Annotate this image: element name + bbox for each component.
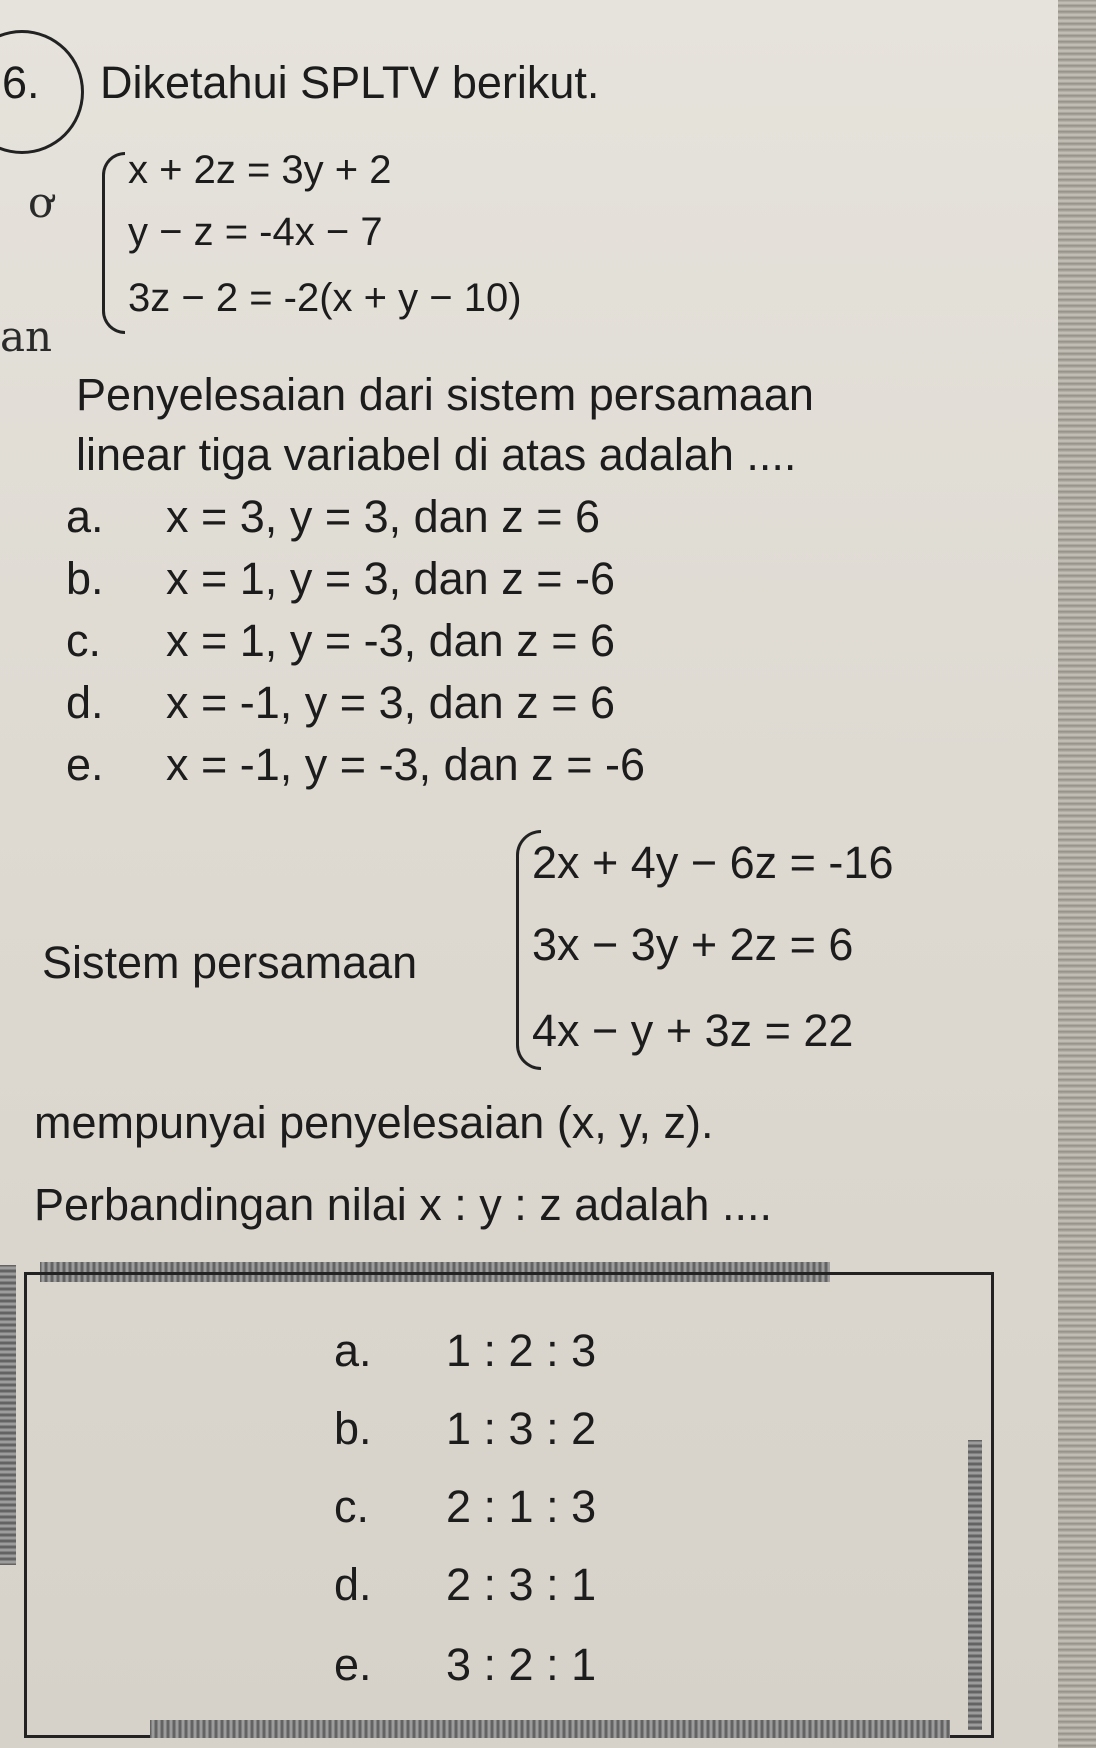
q6-option-d: x = -1, y = 3, dan z = 6 xyxy=(166,677,616,728)
q7-line-1: mempunyai penyelesaian (x, y, z). xyxy=(34,1097,714,1148)
q6-equation-2: y − z = -4x − 7 xyxy=(128,210,383,254)
q7-option-c: 2 : 1 : 3 xyxy=(446,1481,597,1532)
q7-option-a-letter: a. xyxy=(334,1325,372,1376)
answer-box-right-band xyxy=(968,1440,982,1730)
q6-option-c: x = 1, y = -3, dan z = 6 xyxy=(166,615,616,666)
handwritten-mark-2: an xyxy=(0,312,53,361)
q7-option-b-letter: b. xyxy=(334,1403,372,1454)
q7-option-d: 2 : 3 : 1 xyxy=(446,1559,597,1610)
q7-option-c-letter: c. xyxy=(334,1481,370,1532)
q7-option-e-letter: e. xyxy=(334,1639,372,1690)
question-6-number: 6. xyxy=(2,57,40,108)
q7-option-b: 1 : 3 : 2 xyxy=(446,1403,597,1454)
answer-box-left-band xyxy=(0,1265,16,1565)
question-6-intro: Diketahui SPLTV berikut. xyxy=(100,57,600,108)
q6-option-e-letter: e. xyxy=(66,739,104,790)
q7-equation-2: 3x − 3y + 2z = 6 xyxy=(532,919,854,970)
q7-option-e: 3 : 2 : 1 xyxy=(446,1639,597,1690)
q7-equation-1: 2x + 4y − 6z = -16 xyxy=(532,837,894,888)
q6-option-c-letter: c. xyxy=(66,615,102,666)
q6-equation-1: x + 2z = 3y + 2 xyxy=(128,148,392,192)
q7-lead-text: Sistem persamaan xyxy=(42,937,418,988)
q6-option-b-letter: b. xyxy=(66,553,104,604)
q6-option-b: x = 1, y = 3, dan z = -6 xyxy=(166,553,616,604)
q6-option-d-letter: d. xyxy=(66,677,104,728)
q7-option-a: 1 : 2 : 3 xyxy=(446,1325,597,1376)
equation-brace-q6 xyxy=(102,152,125,334)
q6-equation-3: 3z − 2 = -2(x + y − 10) xyxy=(128,276,522,320)
page-edge-shadow xyxy=(1058,0,1096,1748)
q6-option-a-letter: a. xyxy=(66,491,104,542)
q7-equation-3: 4x − y + 3z = 22 xyxy=(532,1005,854,1056)
q7-line-2: Perbandingan nilai x : y : z adalah .... xyxy=(34,1179,772,1230)
q6-option-a: x = 3, y = 3, dan z = 6 xyxy=(166,491,601,542)
q6-question-line-2: linear tiga variabel di atas adalah .... xyxy=(76,429,797,480)
handwritten-mark-1: ơ xyxy=(28,178,54,227)
q6-option-e: x = -1, y = -3, dan z = -6 xyxy=(166,739,645,790)
q6-question-line-1: Penyelesaian dari sistem persamaan xyxy=(76,369,814,420)
q7-option-d-letter: d. xyxy=(334,1559,372,1610)
answer-box-bottom-band xyxy=(150,1720,950,1738)
